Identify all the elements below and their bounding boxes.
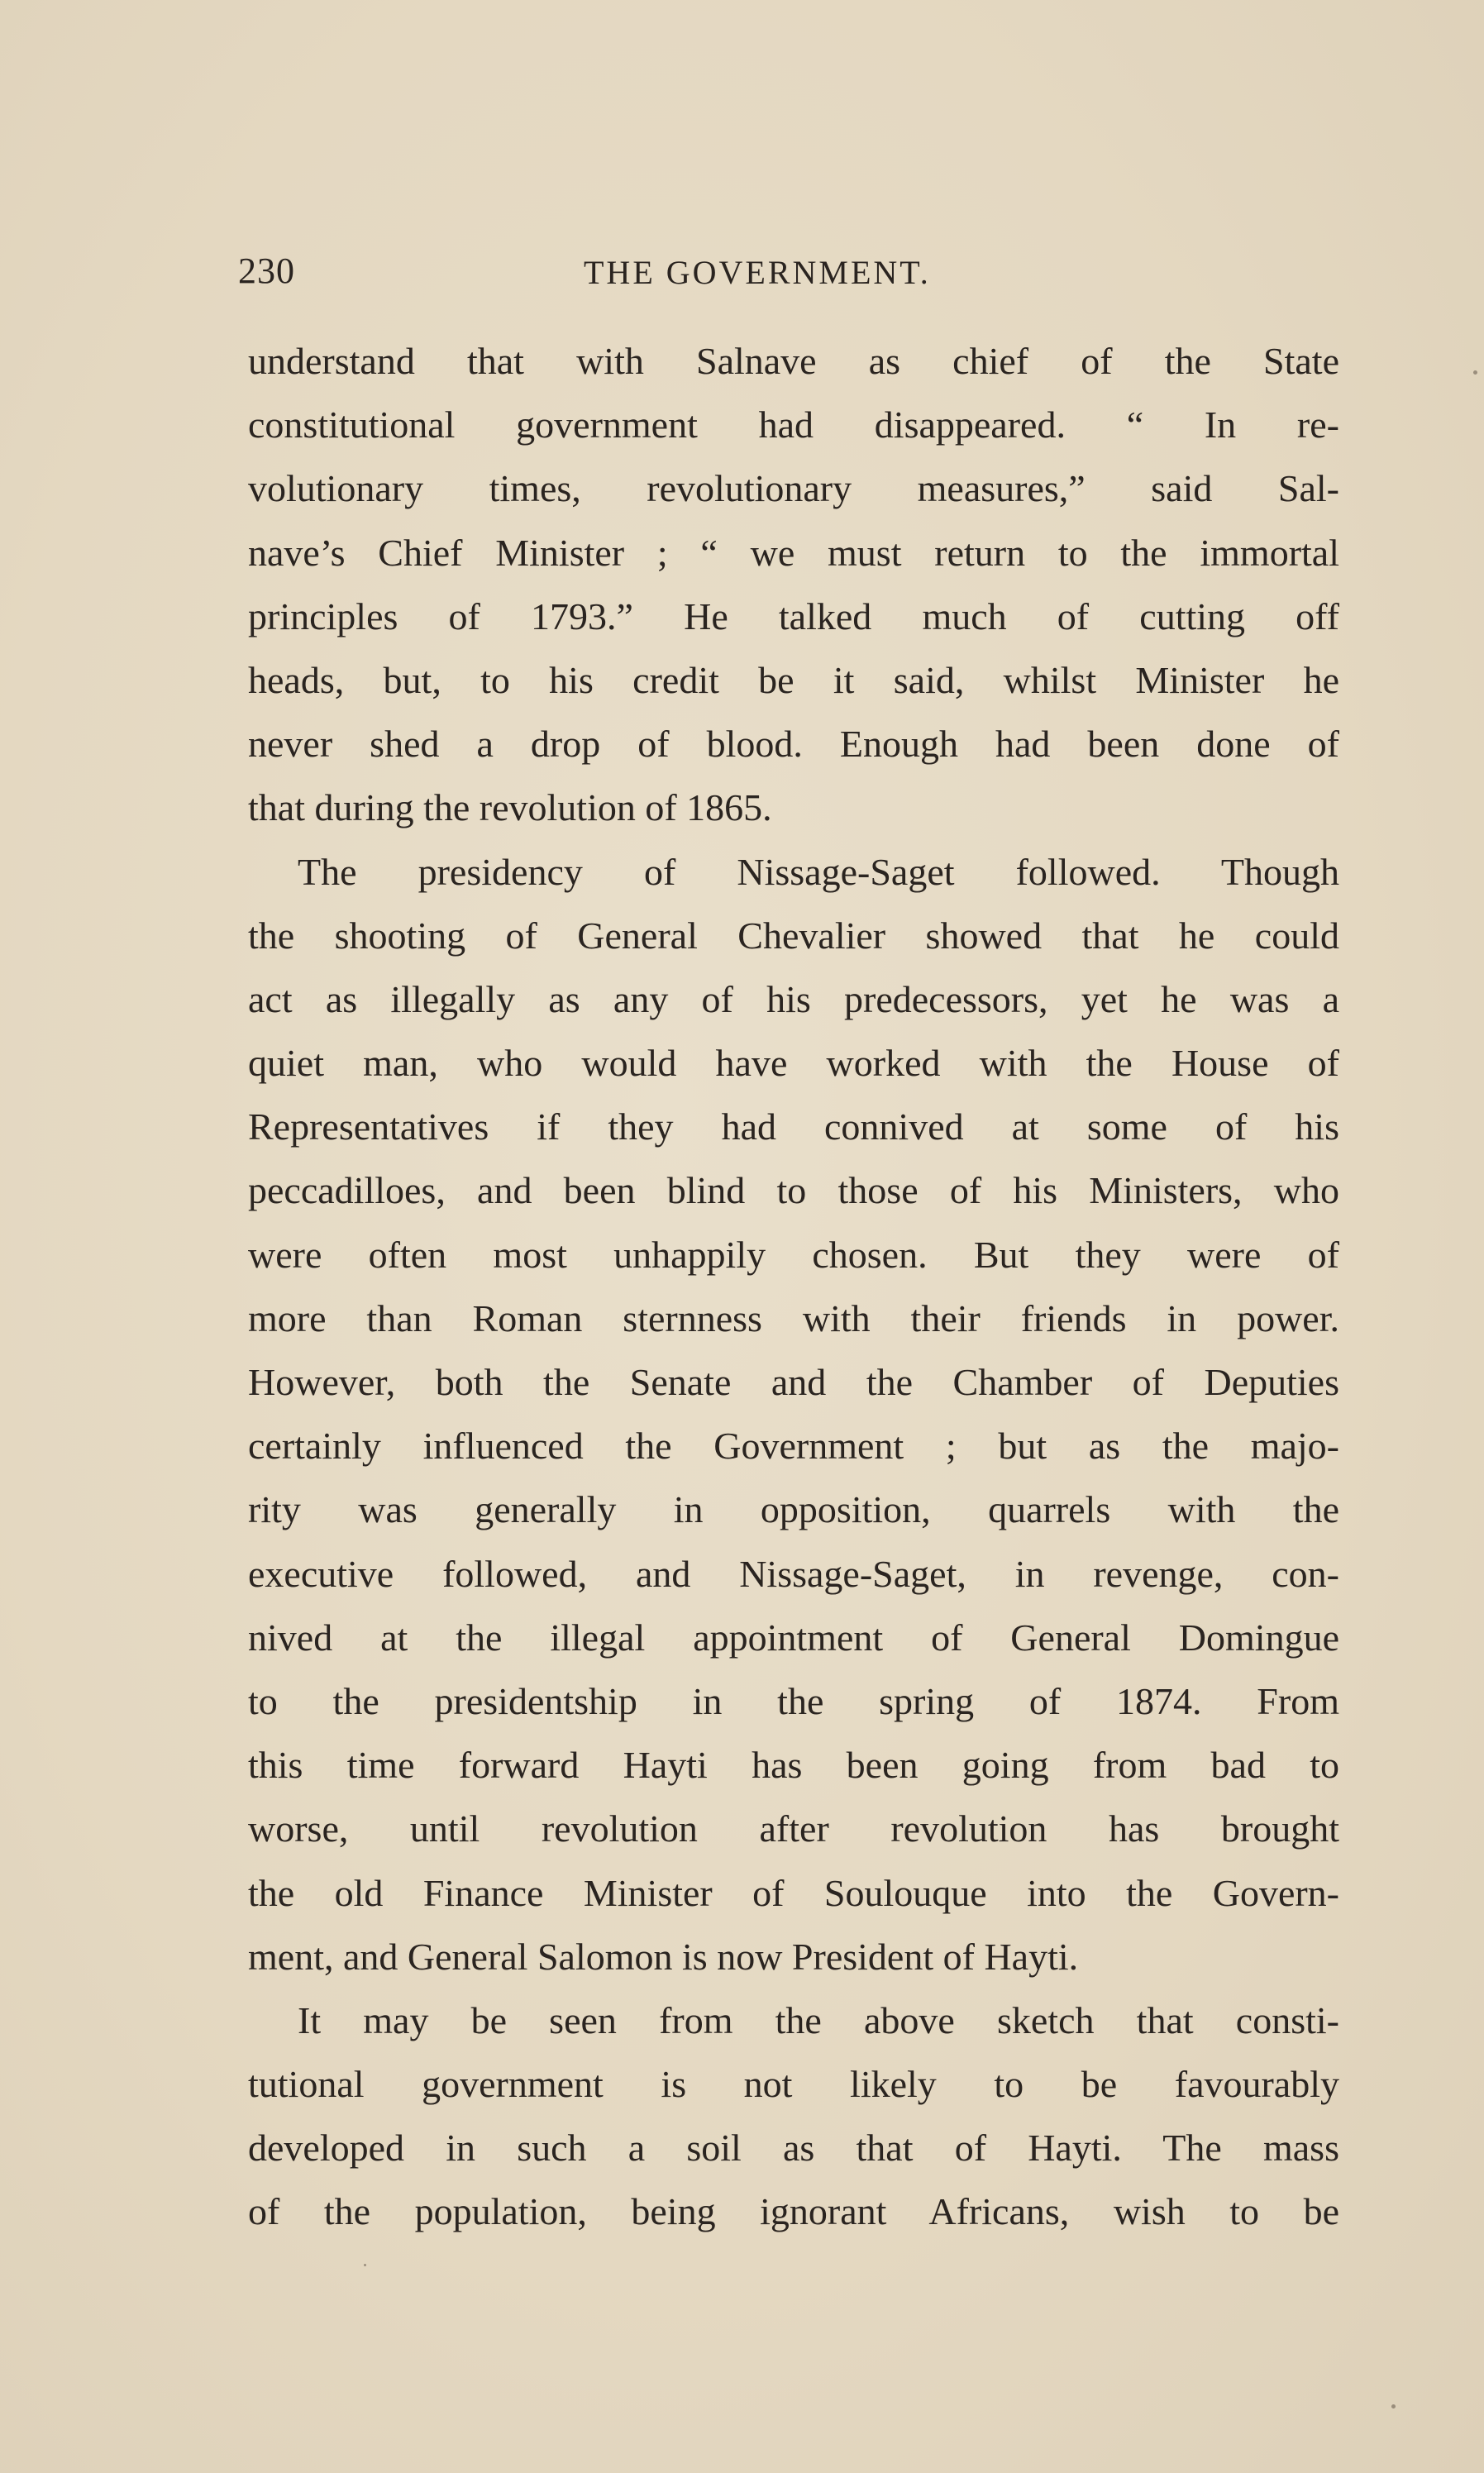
text-line: certainly influenced the Government ; but as the majo- <box>248 1425 1339 1468</box>
text-line: nave’s Chief Minister ; “ we must return to the immortal <box>248 531 1339 574</box>
text-line: this time forward Hayti has been going from bad to <box>248 1744 1339 1787</box>
page-number: 230 <box>238 251 295 291</box>
text-line: quiet man, who would have worked with the House of <box>248 1042 1339 1085</box>
text-line: rity was generally in opposition, quarrels with the <box>248 1488 1339 1531</box>
text-line: act as illegally as any of his predecessors, yet he was a <box>248 977 1339 1020</box>
text-line: developed in such a soil as that of Hayti. The mass <box>248 2127 1339 2170</box>
page-header <box>238 250 1346 299</box>
text-line: nived at the illegal appointment of General Domingue <box>248 1616 1339 1659</box>
text-line: ment, and General Salomon is now President of Hayti. <box>248 1935 1079 1978</box>
text-line: Representatives if they had connived at some of his <box>248 1105 1339 1148</box>
running-head: THE GOVERNMENT. <box>584 254 931 291</box>
text-line: heads, but, to his credit be it said, whilst Minister he <box>248 658 1339 701</box>
text-line: the old Finance Minister of Soulouque into the Govern- <box>248 1871 1339 1914</box>
text-line: understand that with Salnave as chief of the State <box>248 340 1339 382</box>
paragraph-start-line: The presidency of Nissage-Saget followed. Though <box>298 850 1339 893</box>
paper-speck <box>364 2264 366 2266</box>
paper-speck <box>1473 370 1477 375</box>
text-line: worse, until revolution after revolution has brought <box>248 1807 1339 1850</box>
paper-speck <box>1391 2404 1396 2409</box>
text-line: the shooting of General Chevalier showed that he could <box>248 914 1339 957</box>
paragraph-start-line: It may be seen from the above sketch that consti- <box>298 1998 1339 2041</box>
text-line: to the presidentship in the spring of 1874. From <box>248 1679 1339 1722</box>
text-line: never shed a drop of blood. Enough had been done of <box>248 723 1339 766</box>
text-line: principles of 1793.” He talked much of cutting off <box>248 594 1339 637</box>
text-line: volutionary times, revolutionary measures,” said Sal- <box>248 467 1339 510</box>
text-line: executive followed, and Nissage-Saget, in revenge, con- <box>248 1552 1339 1595</box>
body-text <box>248 329 1339 2244</box>
text-line: that during the revolution of 1865. <box>248 786 772 829</box>
text-line: were often most unhappily chosen. But they were of <box>248 1233 1339 1276</box>
text-line: peccadilloes, and been blind to those of his Ministers, who <box>248 1169 1339 1212</box>
text-line: tutional government is not likely to be favourably <box>248 2063 1339 2106</box>
text-line: constitutional government had disappeared. “ In re- <box>248 403 1339 446</box>
text-line: However, both the Senate and the Chamber of Deputies <box>248 1361 1339 1403</box>
text-line: of the population, being ignorant Africans, wish to be <box>248 2190 1339 2233</box>
text-line: more than Roman sternness with their friends in power. <box>248 1296 1339 1339</box>
